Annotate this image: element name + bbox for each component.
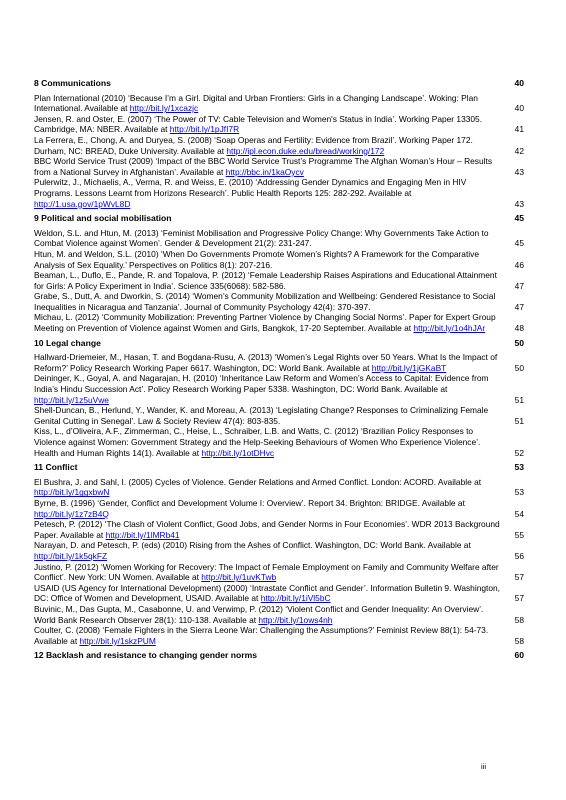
reference-link[interactable]: http://bit.ly/1jGKaBT (371, 362, 447, 373)
reference-link[interactable]: http://bbc.in/1kaOycv (225, 166, 304, 177)
reference-text: Jensen, R. and Oster, E. (2007) ‘The Power of TV: Cable Television and Women's Status in India’. Working Paper 13305. Cambridge, MA: NBER. Available at (34, 113, 483, 135)
section (34, 213, 524, 334)
reference-text: Petesch, P. (2012) ‘The Clash of Violent Conflict, Good Jobs, and Gender Norms in Four Economies’. WDR 2013 Background Paper. Available at (34, 519, 500, 540)
reference-text: Kiss, L., d’Oliveira, A.F., Zimmerman, C., Heise, L., Schraiber, L.B. and Watts, C. (2012) ‘Brazilian Policy Responses to Violence against Women: Government Strategy and the Help-Seeking Behaviours of Women Who Experience Violence’. Health and Human Rights 14(1). Available at (34, 426, 481, 458)
reference-page: 45 (514, 238, 524, 249)
reference-page: 51 (514, 415, 524, 426)
reference-page: 58 (514, 635, 524, 646)
section-page: 50 (514, 337, 524, 348)
section-page: 45 (514, 213, 524, 224)
section-title: 10 Legal change (34, 337, 101, 348)
reference-entry (34, 156, 524, 177)
reference-link[interactable]: http://bit.ly/1o4hJAr (413, 323, 486, 334)
section-title: 12 Backlash and resistance to changing gender norms (34, 650, 258, 661)
reference-text: El Bushra, J. and Sahl, I. (2005) Cycles of Violence. Gender Relations and Armed Conflict. London: ACORD. Available at (34, 476, 482, 487)
section-heading (34, 462, 524, 473)
section (34, 650, 524, 661)
section (34, 338, 524, 459)
reference-entry (34, 114, 524, 135)
reference-link[interactable]: http://bit.ly/1z7zB4Q (34, 508, 109, 519)
reference-page: 46 (514, 259, 524, 270)
reference-page: 57 (514, 572, 524, 583)
reference-entry (34, 625, 524, 646)
reference-text: Byrne, B. (1996) ‘Gender, Conflict and Development Volume I: Overview’. Report 34. Brighton: BRIDGE. Available at (34, 497, 465, 508)
section-page: 40 (514, 78, 524, 88)
reference-page: 42 (514, 145, 524, 156)
reference-page: 56 (514, 550, 524, 561)
reference-link[interactable]: http://bit.ly/1k5qkFZ (34, 550, 108, 561)
section (34, 462, 524, 646)
reference-entry (34, 477, 524, 498)
reference-page: 43 (514, 166, 524, 177)
reference-link[interactable]: http://bit.ly/1xcazjc (129, 103, 199, 114)
reference-entry (34, 540, 524, 561)
reference-entry (34, 249, 524, 270)
reference-page: 58 (514, 614, 524, 625)
reference-page: 51 (514, 394, 524, 405)
section-title: 8 Communications (34, 78, 111, 88)
reference-link[interactable]: http://bit.ly/1pJfI7R (169, 124, 240, 135)
reference-text: Justino, P. (2012) ‘Women Working for Recovery: The Impact of Female Employment on Family and Community Welfare after Conflict’. New York: UN Women. Available at (34, 561, 499, 583)
reference-entry (34, 562, 524, 583)
reference-page: 47 (514, 280, 524, 291)
reference-page: 52 (514, 447, 524, 458)
reference-entry (34, 291, 524, 312)
section-page: 60 (514, 650, 524, 661)
reference-text: USAID (US Agency for International Development) (2000) ‘Intrastate Conflict and Gender’. Information Bulletin 9. Washington, DC: Office of Women and Development, USAID. Available at (34, 582, 500, 604)
reference-page: 43 (514, 198, 524, 209)
reference-link[interactable]: http://bit.ly/1lMRb41 (105, 529, 180, 540)
reference-text: Narayan, D. and Petesch, P. (eds) (2010) Rising from the Ashes of Conflict. Washington, DC: World Bank. Available at (34, 540, 471, 551)
reference-page (34, 78, 524, 665)
reference-text: Shell-Duncan, B., Herlund, Y., Wander, K. and Moreau, A. (2013) ‘Legislating Change? Responses to Criminalizing Female Genital Cutting in Senegal’. Law & Society Review 47(4): 803-835. (34, 405, 489, 426)
reference-entry (34, 604, 524, 625)
reference-link[interactable]: http://bit.ly/1iVl5bC (260, 593, 331, 604)
reference-entry (34, 405, 524, 426)
section-heading (34, 338, 524, 349)
reference-text: Coulter, C. (2008) ‘Female Fighters in the Sierra Leone War: Challenging the Assumptions?’ Feminist Review 88(1): 54-73. Available at (34, 625, 489, 646)
reference-text: Weldon, S.L. and Htun, M. (2013) ‘Feminist Mobilisation and Progressive Policy Change: Why Governments Take Action to Combat Violence against Women’. Gender & Development 21(2): 231-247. (34, 227, 489, 249)
section-heading (34, 650, 524, 661)
reference-entry (34, 519, 524, 540)
reference-link[interactable]: http://bit.ly/1skzPUM (79, 635, 156, 646)
reference-page: 40 (514, 103, 524, 114)
reference-text: Michau, L. (2012) ‘Community Mobilization: Preventing Partner Violence by Changing Social Norms’. Paper for Expert Group Meeting on Prevention of Violence against Women and Girls, Bangkok, 17-20 September. Available at (34, 312, 496, 334)
reference-entry (34, 373, 524, 405)
reference-entry (34, 583, 524, 604)
reference-text: Buvinic, M., Das Gupta, M., Casabonne, U. and Verwimp, P. (2012) ‘Violent Conflict and Gender Inequality: An Overview’. World Bank Research Observer 28(1): 110-138. Available at (34, 603, 484, 625)
reference-entry (34, 312, 524, 333)
reference-page: 50 (514, 362, 524, 373)
reference-entry (34, 426, 524, 458)
reference-text: Plan International (2010) ‘Because I’m a Girl. Digital and Urban Frontiers: Girls in a Changing Landscape’. Woking: Plan International. Available at (34, 92, 478, 114)
section-heading (34, 78, 524, 89)
section-page: 53 (514, 462, 524, 473)
reference-text: Deininger, K., Goyal, A. and Nagarajan, H. (2010) ‘Inheritance Law Reform and Women’s Access to Capital: Evidence from India’s Hindu Succession Act’. Policy Research Working Paper 5338. Washington, DC: World Bank. Available at (34, 373, 489, 395)
section-title: 9 Political and social mobilisation (34, 213, 172, 224)
reference-entry (34, 177, 524, 209)
reference-page: 41 (514, 124, 524, 135)
reference-link[interactable]: http://1.usa.gov/1pWvL8D (34, 198, 131, 209)
reference-entry (34, 135, 524, 156)
reference-entry (34, 498, 524, 519)
reference-link[interactable]: http://bit.ly/1ows4nh (258, 614, 333, 625)
section-heading (34, 213, 524, 224)
reference-text: La Ferrera, E., Chong, A. and Duryea, S. (2008) ‘Soap Operas and Fertility: Evidence from Brazil’. Working Paper 172. Durham, NC: BREAD, Duke University. Available at (34, 134, 473, 156)
reference-link[interactable]: http://bit.ly/1z5uVwe (34, 394, 109, 405)
reference-link[interactable]: http://ipl.econ.duke.edu/bread/working/172 (226, 145, 385, 156)
reference-page: 55 (514, 529, 524, 540)
reference-page: 48 (514, 323, 524, 334)
reference-text: Beaman, L., Duflo, E., Pande, R. and Topalova, P. (2012) ‘Female Leadership Raises Aspirations and Educational Attainment for Girls: A Policy Experiment in India’. Science 335(6068): 582-586. (34, 270, 497, 291)
section-title: 11 Conflict (34, 462, 78, 473)
page-number: iii (481, 762, 486, 771)
reference-text: Hallward-Driemeier, M., Hasan, T. and Bogdana-Rusu, A. (2013) ‘Women’s Legal Rights over 50 Years. What Is the Impact of Reform?’ Policy Research Working Paper 6617. Washington, DC: World Bank. Available at (34, 352, 498, 373)
reference-link[interactable]: http://bit.ly/1ggxbwN (34, 487, 110, 498)
reference-entry (34, 270, 524, 291)
section (34, 78, 524, 209)
reference-entry (34, 228, 524, 249)
reference-text: Grabe, S., Dutt, A. and Dworkin, S. (2014) ‘Women’s Community Mobilization and Wellbeing: Gendered Resistance to Social Inequalities in Nicaragua and Tanzania’. Journal of Community Psychology 42(4): 370-397. (34, 291, 496, 312)
reference-text: Pulerwitz, J., Michaelis, A., Verma, R. and Weiss, E. (2010) ‘Addressing Gender Dynamics and Engaging Men in HIV Programs. Lessons Learnt from Horizons Research’. Public Health Reports 125: 282-292. Available at (34, 177, 467, 198)
reference-text: BBC World Service Trust (2009) ‘Impact of the BBC World Service Trust’s Programme The Afghan Woman’s Hour – Results from a National Survey in Afghanistan’. Available at (34, 156, 493, 177)
reference-page: 57 (514, 593, 524, 604)
reference-text: Htun, M. and Weldon, S.L. (2010) ‘When Do Governments Promote Women’s Rights? A Framework for the Comparative Analysis of Sex Equality.’ Perspectives on Politics 8(1): 207-216. (34, 248, 479, 270)
reference-entry (34, 352, 524, 373)
reference-link[interactable]: http://bit.ly/1uvKTwb (201, 572, 277, 583)
reference-page: 47 (514, 301, 524, 312)
reference-page: 53 (514, 487, 524, 498)
reference-entry (34, 93, 524, 114)
reference-page: 54 (514, 508, 524, 519)
reference-link[interactable]: http://bit.ly/1otDHvc (201, 447, 275, 458)
